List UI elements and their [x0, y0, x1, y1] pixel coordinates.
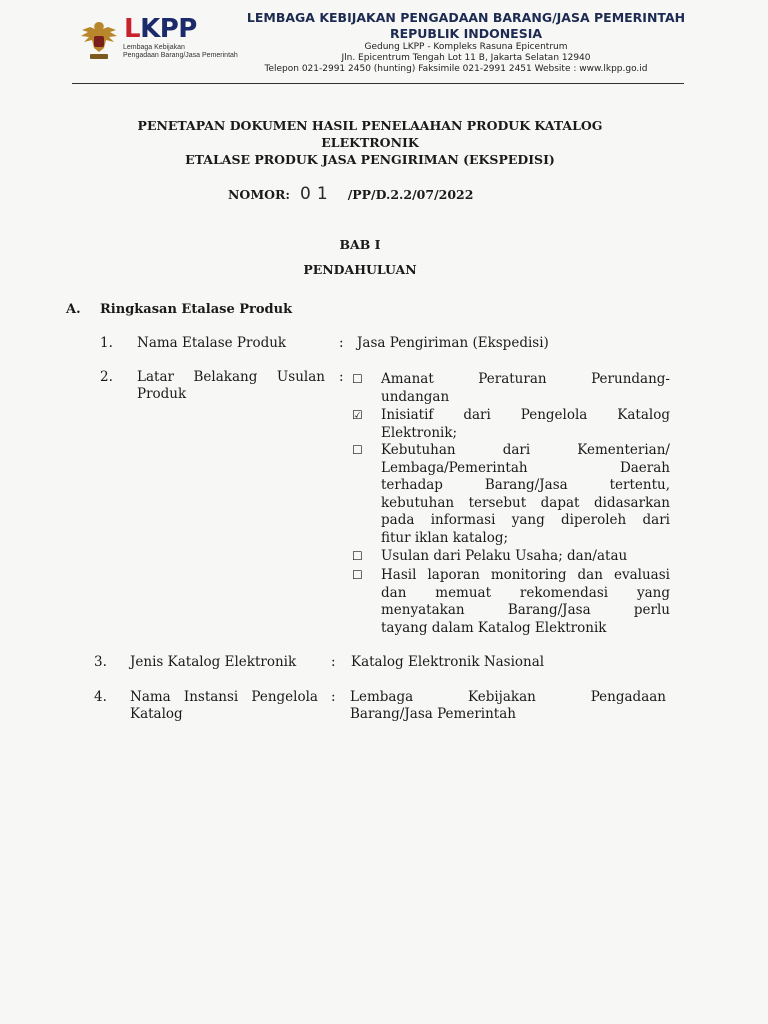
letterhead-text [246, 10, 686, 75]
letterhead-divider [72, 83, 684, 84]
item-1: 1. Nama Etalase Produk : Jasa Pengiriman (Ekspedisi) [100, 335, 549, 351]
item-4: 4. Nama Instansi Pengelola Katalog : Lembaga Kebijakan Pengadaan Barang/Jasa Pemerintah [94, 689, 666, 722]
checkbox-unchecked-icon: ☐ [352, 568, 363, 582]
address-line-1: Gedung LKPP - Kompleks Rasuna Epicentrum [364, 42, 568, 52]
section-heading: A. Ringkasan Etalase Produk [66, 302, 293, 317]
option-1: ☐ Amanat Peraturan Perundang- undangan [352, 371, 670, 405]
item-4-label: Nama Instansi Pengelola Katalog [130, 689, 318, 722]
garuda-emblem-icon [78, 18, 120, 62]
logo-wordmark: LKPP [124, 14, 197, 44]
checkbox-unchecked-icon: ☐ [352, 372, 363, 386]
document-title: PENETAPAN DOKUMEN HASIL PENELAAHAN PRODUK KATALOG ELEKTRONIK ETALASE PRODUK JASA PENGIRIMAN (EKSPEDISI) [137, 118, 603, 167]
item-2-label: Latar Belakang Usulan Produk [137, 369, 325, 402]
chapter-number: BAB I [339, 237, 381, 252]
document-number: NOMOR: 01 /PP/D.2.2/07/2022 [228, 184, 474, 204]
option-2: ☑ Inisiatif dari Pengelola Katalog Elektronik; [352, 407, 670, 441]
option-5: ☐ Hasil laporan monitoring dan evaluasi dan memuat rekomendasi yang menyatakan Barang/Jasa perlu tayang dalam Katalog Elektronik [352, 567, 670, 636]
option-3: ☐ Kebutuhan dari Kementerian/ Lembaga/Pemerintah Daerah terhadap Barang/Jasa tertentu, kebutuhan tersebut dapat didasarkan pada informasi yang diperoleh dari fitur iklan katalog; [352, 442, 670, 546]
chapter-title: PENDAHULUAN [303, 262, 417, 277]
lkpp-logo [78, 14, 268, 66]
address-line-2: Jln. Epicentrum Tengah Lot 11 B, Jakarta Selatan 12940 [341, 53, 591, 63]
item-2: 2. Latar Belakang Usulan Produk : [100, 369, 344, 402]
item-3: 3. Jenis Katalog Elektronik : Katalog Elektronik Nasional [94, 654, 545, 670]
org-name: LEMBAGA KEBIJAKAN PENGADAAN BARANG/JASA PEMERINTAH [246, 10, 686, 25]
item-4-value: Lembaga Kebijakan Pengadaan Barang/Jasa Pemerintah [350, 689, 666, 722]
org-country: REPUBLIK INDONESIA [389, 26, 543, 41]
contact-line: Telepon 021-2991 2450 (hunting) Faksimile 021-2991 2451 Website : www.lkpp.go.id [264, 64, 648, 74]
option-4: ☐ Usulan dari Pelaku Usaha; dan/atau [352, 548, 628, 564]
checkbox-unchecked-icon: ☐ [352, 443, 363, 457]
checkbox-unchecked-icon: ☐ [352, 549, 363, 563]
logo-subtitle: Lembaga Kebijakan Pengadaan Barang/Jasa Pemerintah [123, 44, 238, 59]
handwritten-number: 01 [300, 184, 334, 204]
checkbox-checked-icon: ☑ [352, 408, 363, 422]
